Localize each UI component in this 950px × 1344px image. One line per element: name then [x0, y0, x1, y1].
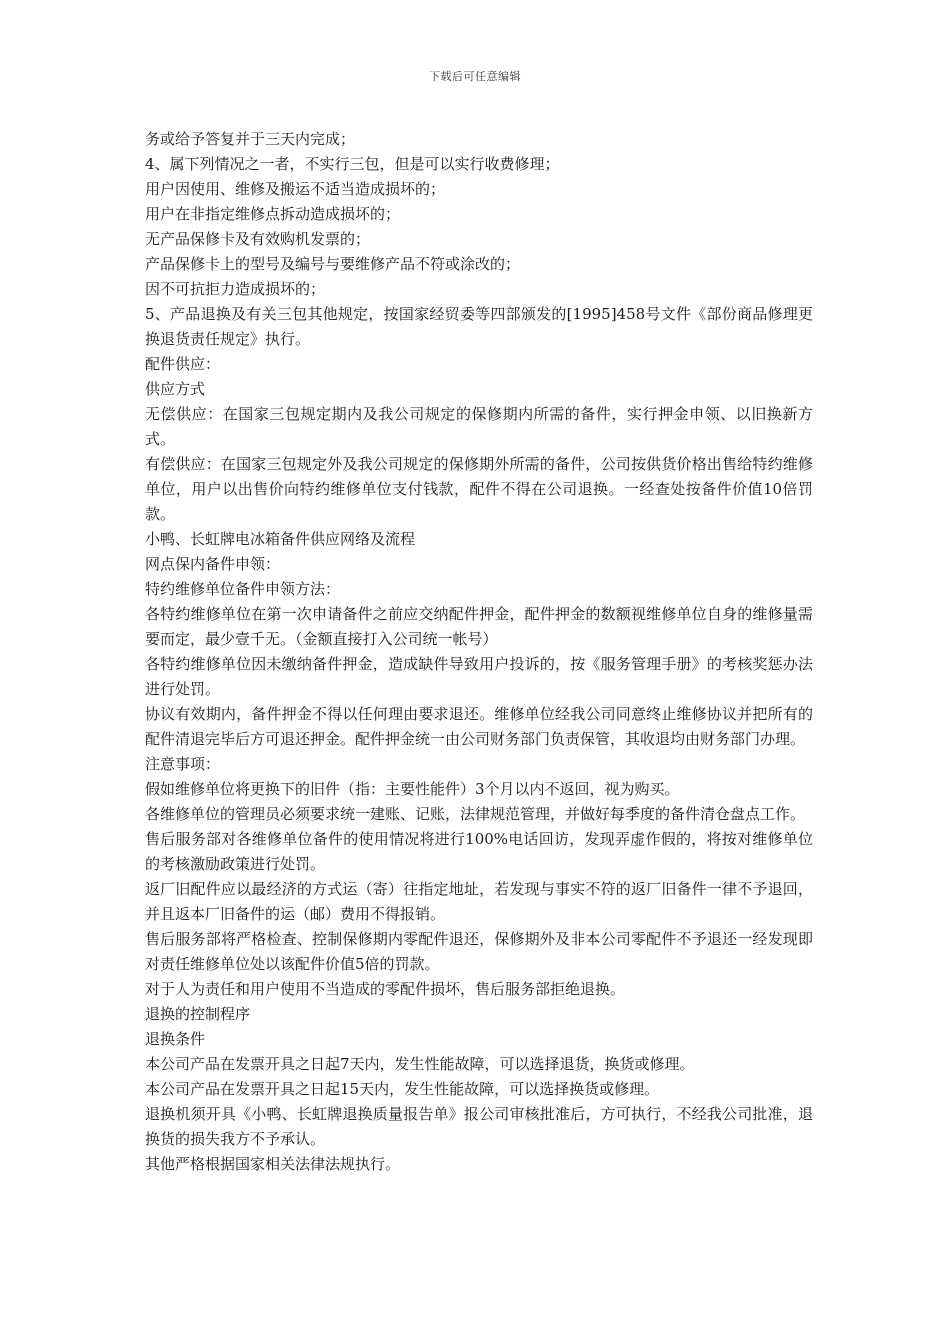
page-header: 下载后可任意编辑	[429, 70, 521, 83]
paragraph: 各特约维修单位在第一次申请备件之前应交纳配件押金，配件押金的数额视维修单位自身的维修量需要而定，最少壹千无。（金额直接打入公司统一帐号）	[145, 605, 813, 648]
document-body	[145, 127, 813, 1177]
paragraph: 5、产品退换及有关三包其他规定，按国家经贸委等四部颁发的[1995]458号文件《部份商品修理更换退货责任规定》执行。	[145, 305, 813, 348]
paragraph: 本公司产品在发票开具之日起7天内，发生性能故障，可以选择退货，换货或修理。	[145, 1055, 695, 1073]
paragraph: 供应方式	[145, 380, 206, 398]
paragraph: 务或给予答复并于三天内完成；	[145, 130, 356, 148]
paragraph: 对于人为责任和用户使用不当造成的零配件损坏，售后服务部拒绝退换。	[145, 980, 626, 998]
paragraph: 各特约维修单位因未缴纳备件押金，造成缺件导致用户投诉的，按《服务管理手册》的考核奖惩办法进行处罚。	[145, 655, 813, 698]
paragraph: 特约维修单位备件申领方法：	[145, 580, 341, 598]
paragraph: 本公司产品在发票开具之日起15天内，发生性能故障，可以选择换货或修理。	[145, 1080, 660, 1098]
paragraph: 假如维修单位将更换下的旧件（指：主要性能件）3个月以内不返回，视为购买。	[145, 780, 680, 798]
paragraph: 各维修单位的管理员必须要求统一建账、记账，法律规范管理，并做好每季度的备件清仓盘点工作。	[145, 805, 806, 823]
paragraph: 小鸭、长虹牌电冰箱备件供应网络及流程	[145, 530, 416, 548]
paragraph: 有偿供应：在国家三包规定外及我公司规定的保修期外所需的备件，公司按供货价格出售给特约维修单位，用户以出售价向特约维修单位支付钱款，配件不得在公司退换。一经查处按备件价值10倍罚款。	[145, 455, 813, 523]
paragraph: 无产品保修卡及有效购机发票的；	[145, 230, 371, 248]
paragraph: 4、属下列情况之一者，不实行三包，但是可以实行收费修理；	[145, 155, 560, 173]
paragraph: 退换的控制程序	[145, 1005, 251, 1023]
paragraph: 网点保内备件申领：	[145, 555, 281, 573]
paragraph: 退换条件	[145, 1030, 206, 1048]
paragraph: 售后服务部对各维修单位备件的使用情况将进行100%电话回访，发现弄虚作假的，将按对维修单位的考核激励政策进行处罚。	[145, 830, 813, 873]
paragraph: 用户因使用、维修及搬运不适当造成损坏的；	[145, 180, 446, 198]
paragraph: 用户在非指定维修点拆动造成损坏的；	[145, 205, 401, 223]
paragraph: 其他严格根据国家相关法律法规执行。	[145, 1155, 401, 1173]
paragraph: 因不可抗拒力造成损坏的；	[145, 280, 326, 298]
paragraph: 售后服务部将严格检查、控制保修期内零配件退还，保修期外及非本公司零配件不予退还一经发现即对责任维修单位处以该配件价值5倍的罚款。	[145, 930, 813, 973]
paragraph: 协议有效期内，备件押金不得以任何理由要求退还。维修单位经我公司同意终止维修协议并把所有的配件清退完毕后方可退还押金。配件押金统一由公司财务部门负责保管，其收退均由财务部门办理。	[145, 705, 813, 748]
paragraph: 退换机须开具《小鸭、长虹牌退换质量报告单》报公司审核批准后，方可执行，不经我公司批准，退换货的损失我方不予承认。	[145, 1105, 813, 1148]
paragraph: 配件供应：	[145, 355, 221, 373]
paragraph: 无偿供应：在国家三包规定期内及我公司规定的保修期内所需的备件，实行押金申领、以旧换新方式。	[145, 405, 813, 448]
paragraph: 产品保修卡上的型号及编号与要维修产品不符或涂改的；	[145, 255, 521, 273]
paragraph: 注意事项：	[145, 755, 221, 773]
paragraph: 返厂旧配件应以最经济的方式运（寄）往指定地址，若发现与事实不符的返厂旧备件一律不予退回，并且返本厂旧备件的运（邮）费用不得报销。	[145, 880, 813, 923]
